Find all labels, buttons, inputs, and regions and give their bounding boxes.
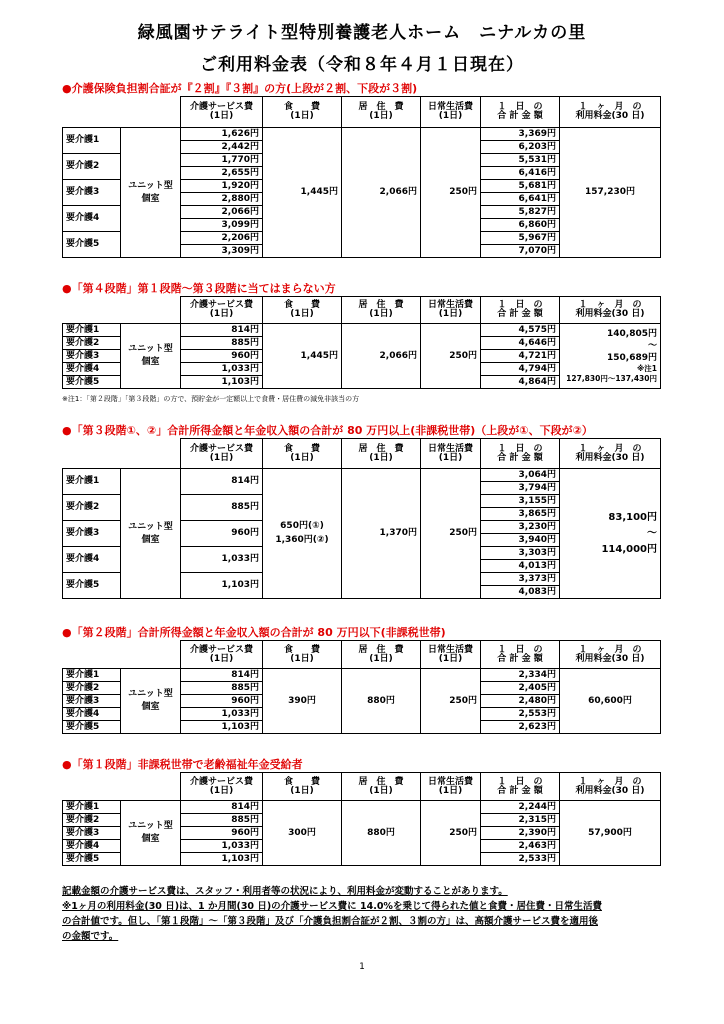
table-cell: 要介護4	[63, 547, 121, 573]
table-cell: 3,230円	[481, 521, 560, 534]
table-cell: 3,865円	[481, 508, 560, 521]
table-cell: 2,442円	[181, 141, 263, 154]
table-cell: 6,203円	[481, 141, 560, 154]
table-cell: 2,066円	[181, 206, 263, 219]
table-cell: 食 費 (1日)	[263, 97, 342, 128]
table-cell: 介護サービス費 (1日)	[181, 439, 263, 469]
table-cell: 4,575円	[481, 324, 560, 337]
table-cell: 介護サービス費 (1日)	[181, 97, 263, 128]
table-cell	[63, 97, 121, 128]
table-cell: ユニット型 個室	[121, 469, 181, 599]
table-cell: 3,369円	[481, 128, 560, 141]
table-cell: 880円	[342, 669, 421, 734]
table-cell: 介護サービス費 (1日)	[181, 773, 263, 801]
table-cell: 居 住 費 (1日)	[342, 297, 421, 324]
table-cell: 885円	[181, 495, 263, 521]
table-cell: 390円	[263, 669, 342, 734]
table-cell: 2,533円	[481, 853, 560, 866]
table-cell: 5,967円	[481, 232, 560, 245]
table-cell: 日常生活費 (1日)	[421, 773, 481, 801]
table-cell: 居 住 費 (1日)	[342, 439, 421, 469]
table-cell: １ 日 の 合 計 金 額	[481, 641, 560, 669]
footer-notes: 記載金額の介護サービス費は、スタッフ・利用者等の状況により、利用料金が変動することがあります。 ※1ヶ月の利用料金(30 日)は、1 か月間(30 日)の介護サービス費に 14.0%を乗じて得られた値と食費・居住費・日常生活費 の合計値です。但し、「第１段階」～「第３段階」及び「介護負担割合証が２割、３割の方」は、高額介護サービス費を適用後 の金額です。	[62, 886, 602, 942]
table-cell: 3,309円	[181, 245, 263, 258]
table-cell: 814円	[181, 469, 263, 495]
section4-heading: ●「第２段階」合計所得金額と年金収入額の合計が 80 万円以下(非課税世帯)	[62, 626, 446, 639]
table-cell: 960円	[181, 827, 263, 840]
table-cell: 介護サービス費 (1日)	[181, 641, 263, 669]
level-cell: 要介護1	[63, 128, 121, 154]
table-cell: 2,623円	[481, 721, 560, 734]
table-cell: 日常生活費 (1日)	[421, 641, 481, 669]
table-cell: １ ヶ 月 の 利用料金(30 日)	[560, 97, 661, 128]
table-cell: 2,244円	[481, 801, 560, 814]
table-cell: 要介護5	[63, 232, 121, 258]
table-cell: 日常生活費 (1日)	[421, 97, 481, 128]
table-cell: 300円	[263, 801, 342, 866]
table-cell: 要介護5	[63, 376, 121, 389]
table-cell: 2,480円	[481, 695, 560, 708]
section5-table	[62, 772, 661, 866]
table-cell: 4,013円	[481, 560, 560, 573]
table-cell: 250円	[421, 469, 481, 599]
table-cell: 3,303円	[481, 547, 560, 560]
table-cell: 要介護1	[63, 801, 121, 814]
table-cell: 要介護2	[63, 682, 121, 695]
table-cell: 日常生活費 (1日)	[421, 439, 481, 469]
table-cell	[121, 773, 181, 801]
table-cell: 居 住 費 (1日)	[342, 97, 421, 128]
table-cell: 介護サービス費 (1日)	[181, 297, 263, 324]
table-cell: 3,373円	[481, 573, 560, 586]
month-total-range: 140,805円 ～ 150,689円 ※注1 127,830円～137,430円	[560, 324, 661, 389]
section3-heading: ●「第３段階①、②」合計所得金額と年金収入額の合計が 80 万円以上(非課税世帯)（上段が①、下段が②）	[62, 424, 593, 437]
table-cell: 250円	[421, 128, 481, 258]
table-cell: 2,334円	[481, 669, 560, 682]
table-cell: 880円	[342, 801, 421, 866]
table-cell: １ 日 の 合 計 金 額	[481, 97, 560, 128]
table-cell: 885円	[181, 337, 263, 350]
table-cell: 1,445円	[263, 324, 342, 389]
table-cell: ユニット型 個室	[121, 324, 181, 389]
table-cell: 要介護3	[63, 350, 121, 363]
page-title: 緑風園サテライト型特別養護老人ホーム ニナルカの里	[137, 23, 587, 43]
table-cell: １ 日 の 合 計 金 額	[481, 439, 560, 469]
table-cell: 1,626円	[181, 128, 263, 141]
table-cell: 要介護5	[63, 853, 121, 866]
table-cell: 1,770円	[181, 154, 263, 167]
table-cell: 4,864円	[481, 376, 560, 389]
table-cell: 5,827円	[481, 206, 560, 219]
table-cell: 1,103円	[181, 721, 263, 734]
table-cell: ユニット型 個室	[121, 801, 181, 866]
section2-table	[62, 296, 661, 389]
table-cell: 3,099円	[181, 219, 263, 232]
table-cell: １ 日 の 合 計 金 額	[481, 773, 560, 801]
table-cell: 814円	[181, 669, 263, 682]
table-cell: 814円	[181, 801, 263, 814]
table-cell: 2,315円	[481, 814, 560, 827]
table-cell: 要介護2	[63, 814, 121, 827]
table-cell: 7,070円	[481, 245, 560, 258]
table-cell: 2,655円	[181, 167, 263, 180]
table-cell: 2,206円	[181, 232, 263, 245]
table-cell: 要介護5	[63, 721, 121, 734]
table-cell: 960円	[181, 350, 263, 363]
table-cell: 食 費 (1日)	[263, 439, 342, 469]
table-cell: 日常生活費 (1日)	[421, 297, 481, 324]
table-cell: １ ヶ 月 の 利用料金(30 日)	[560, 773, 661, 801]
table-cell: 食 費 (1日)	[263, 641, 342, 669]
section4-table	[62, 640, 661, 734]
table-cell: 1,033円	[181, 708, 263, 721]
table-cell: 2,066円	[342, 324, 421, 389]
table-cell: 食 費 (1日)	[263, 297, 342, 324]
table-cell: 居 住 費 (1日)	[342, 641, 421, 669]
table-cell: 要介護4	[63, 840, 121, 853]
month-total: 157,230円	[560, 128, 661, 258]
table-cell: 3,155円	[481, 495, 560, 508]
table-cell: 要介護3	[63, 827, 121, 840]
table-cell: 食 費 (1日)	[263, 773, 342, 801]
page-subtitle: ご利用料金表（令和８年４月１日現在）	[200, 55, 524, 75]
table-cell	[121, 439, 181, 469]
table-cell: 要介護1	[63, 469, 121, 495]
section3-table	[62, 438, 661, 599]
table-cell: 814円	[181, 324, 263, 337]
table-cell: 1,103円	[181, 573, 263, 599]
table-cell: 6,416円	[481, 167, 560, 180]
table-cell: 要介護3	[63, 521, 121, 547]
table-cell: 3,064円	[481, 469, 560, 482]
table-cell: 5,531円	[481, 154, 560, 167]
table-cell: 1,033円	[181, 547, 263, 573]
table-cell	[121, 297, 181, 324]
unit-type-cell: ユニット型 個室	[121, 128, 181, 258]
table-cell: 885円	[181, 682, 263, 695]
table-cell: 1,103円	[181, 376, 263, 389]
table-cell: 960円	[181, 695, 263, 708]
table-cell	[63, 439, 121, 469]
section2-note: ※注1：「第２段階」「第３段階」の方で、預貯金が一定額以上で食費・居住費の減免非該当の方	[62, 395, 360, 403]
table-cell	[63, 297, 121, 324]
food-variants: 650円(①) 1,360円(②)	[263, 469, 342, 599]
table-cell: 4,646円	[481, 337, 560, 350]
table-cell: 1,370円	[342, 469, 421, 599]
table-cell	[121, 97, 181, 128]
table-cell: 1,920円	[181, 180, 263, 193]
table-cell	[121, 641, 181, 669]
table-cell: 1,033円	[181, 363, 263, 376]
table-cell	[63, 773, 121, 801]
table-cell: 960円	[181, 521, 263, 547]
table-cell: 2,390円	[481, 827, 560, 840]
table-cell: ユニット型 個室	[121, 669, 181, 734]
table-cell: 要介護4	[63, 363, 121, 376]
table-cell: 要介護5	[63, 573, 121, 599]
table-cell: 要介護2	[63, 154, 121, 180]
table-cell: 3,794円	[481, 482, 560, 495]
table-cell: 2,880円	[181, 193, 263, 206]
table-cell: 4,794円	[481, 363, 560, 376]
table-cell: 2,463円	[481, 840, 560, 853]
table-cell: １ ヶ 月 の 利用料金(30 日)	[560, 297, 661, 324]
table-cell: 要介護1	[63, 324, 121, 337]
section2-heading: ●「第４段階」第１段階～第３段階に当てはまらない方	[62, 282, 336, 295]
table-cell	[63, 641, 121, 669]
table-cell: 250円	[421, 324, 481, 389]
month-total-range: 83,100円 ～ 114,000円	[560, 469, 661, 599]
table-cell: 4,083円	[481, 586, 560, 599]
table-cell: 250円	[421, 801, 481, 866]
table-cell: 2,553円	[481, 708, 560, 721]
section5-heading: ●「第１段階」非課税世帯で老齢福祉年金受給者	[62, 758, 303, 771]
table-cell: 4,721円	[481, 350, 560, 363]
table-cell: １ ヶ 月 の 利用料金(30 日)	[560, 439, 661, 469]
table-cell: 2,405円	[481, 682, 560, 695]
table-cell: 1,033円	[181, 840, 263, 853]
table-cell: 要介護2	[63, 495, 121, 521]
table-cell: 6,641円	[481, 193, 560, 206]
table-cell: １ 日 の 合 計 金 額	[481, 297, 560, 324]
table-cell: 居 住 費 (1日)	[342, 773, 421, 801]
table-cell: 1,103円	[181, 853, 263, 866]
table-cell: 要介護4	[63, 206, 121, 232]
page-number: 1	[359, 962, 365, 972]
table-cell: 要介護2	[63, 337, 121, 350]
section1-heading: ●介護保険負担割合証が『２割』『３割』の方(上段が２割、下段が３割)	[62, 82, 418, 95]
table-cell: 要介護3	[63, 695, 121, 708]
section1-table	[62, 96, 661, 258]
table-cell: 1,445円	[263, 128, 342, 258]
month-total: 57,900円	[560, 801, 661, 866]
table-cell: 5,681円	[481, 180, 560, 193]
month-total: 60,600円	[560, 669, 661, 734]
table-cell: 250円	[421, 669, 481, 734]
table-cell: 2,066円	[342, 128, 421, 258]
table-cell: 885円	[181, 814, 263, 827]
table-cell: 6,860円	[481, 219, 560, 232]
table-cell: １ ヶ 月 の 利用料金(30 日)	[560, 641, 661, 669]
table-cell: 要介護4	[63, 708, 121, 721]
table-cell: 要介護1	[63, 669, 121, 682]
table-cell: 要介護3	[63, 180, 121, 206]
table-cell: 3,940円	[481, 534, 560, 547]
